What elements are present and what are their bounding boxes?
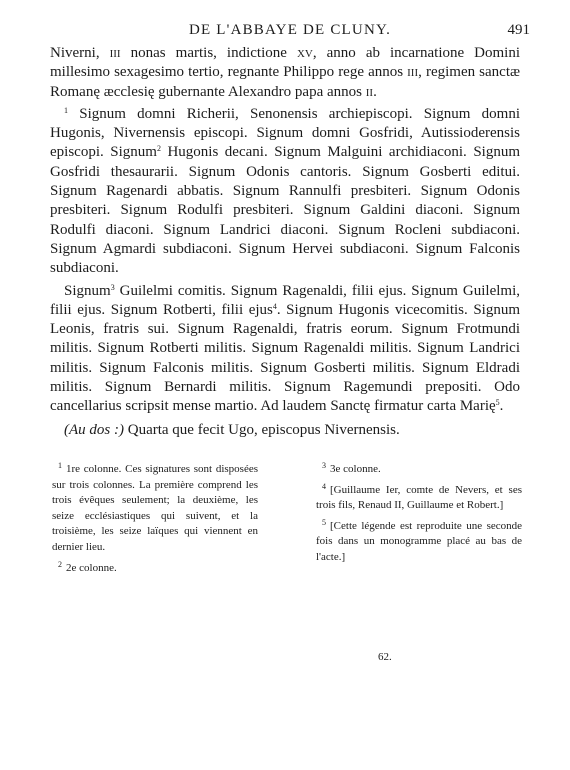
paragraph-text: . — [499, 398, 504, 415]
footnote-ref: 3 — [110, 282, 115, 292]
main-text — [50, 44, 520, 440]
paragraph-text: . Signum Hugonis vicecomitis. Signum Leonis, fratris sui. Signum Ragenaldi, fratris eorum. Signum Frotmundi militis. Signum Rotberti militis. Signum Ragenaldi militis. Signum Landrici militis. Signum Falconis militis. Signum Gosberti militis. Signum Eldradi militis. Signum Bernardi militis. Signum Ragemundi prepositi. Odo cancellarius scripsit mense martio. Ad laudem Sanctę firmatur carta Marię — [50, 301, 520, 415]
page-number: 491 — [507, 22, 530, 38]
footnote-number: 5 — [322, 517, 326, 527]
opening-paragraph — [50, 44, 520, 102]
dorsal-note — [50, 421, 520, 440]
footnote-number: 1 — [58, 461, 62, 470]
opening-text: nonas martis, indictione — [130, 45, 287, 61]
footnote-ref: 1 — [64, 105, 68, 115]
footnotes-right-column — [316, 458, 522, 567]
roman-numeral: xv — [296, 45, 313, 61]
footnote-ref: 2 — [156, 144, 161, 154]
running-title: DE L'ABBAYE DE CLUNY. — [188, 22, 392, 38]
footnote-text: 3e colonne. — [330, 463, 381, 475]
paragraph-text: Signum — [64, 282, 111, 299]
paragraph-text: Guilelmi comitis. Signum Ragenaldi, filii ejus. Signum Guilelmi, filii ejus. Signum Rotberti, filii ejus — [50, 282, 520, 318]
signatures-paragraph-2 — [50, 282, 520, 417]
footnote-ref: 4 — [272, 301, 277, 311]
printer-signature-mark: 62. — [378, 651, 392, 663]
paragraph-text: Hugonis decani. Signum Malguini archidiaconi. Signum Gosfridi thesaurarii. Signum Odonis cantoris. Signum Gosberti editui. Signum Ragenardi abbatis. Signum Rannulfi presbiteri. Signum Odonis presbiteri. Signum Rodulfi presbiteri. Signum Galdini diaconi. Signum Rodulfi diaconi. Signum Landrici diaconi. Signum Rocleni subdiaconi. Signum Agmardi subdiaconi. Signum Hervei subdiaconi. Signum Falconis subdiaconi. — [50, 144, 520, 277]
paragraph-text: Signum domni Richerii, Senonensis archiepiscopi. Signum domni Hugonis, Nivernensis episcopi. Signum domni Gosfridi, Autissioderensis episcopi. Signum — [50, 105, 521, 161]
footnote-number: 2 — [58, 559, 62, 569]
footnote-text: 2e colonne. — [66, 561, 117, 574]
signatures-paragraph-1 — [50, 105, 520, 279]
opening-text: . — [373, 83, 377, 100]
footnote-1 — [52, 458, 258, 556]
footnote-2 — [52, 557, 258, 577]
footnote-text: 1re colonne. Ces signatures sont disposées sur trois colonnes. La première comprend les trois évêques seulement; la deuxième, les seize ecclésiastiques qui suivent, et la troisième, les seize laïques qui viennent en dernier lieu. — [52, 463, 258, 553]
roman-numeral: ii — [365, 83, 374, 100]
opening-text: Niverni, — [50, 45, 100, 61]
running-head — [50, 22, 530, 42]
footnote-text: [Guillaume Ier, comte de Nevers, et ses trois fils, Renaud II, Guillaume et Robert.] — [316, 483, 522, 512]
footnotes-left-column — [52, 458, 258, 577]
roman-numeral: iii — [109, 45, 121, 61]
footnote-number: 4 — [322, 481, 326, 491]
footnote-ref: 5 — [495, 398, 500, 408]
dorsal-label: (Au dos :) — [64, 421, 124, 438]
footnote-5 — [316, 515, 522, 566]
roman-numeral: iii — [407, 64, 419, 81]
footnote-4 — [316, 479, 522, 514]
footnote-3 — [316, 458, 522, 478]
opening-text: , anno ab incarnatione Domini millesimo sexagesimo tertio, regnante Philippo rege annos — [50, 45, 521, 81]
dorsal-text: Quarta que fecit Ugo, episcopus Nivernensis. — [127, 421, 400, 438]
opening-text: , regimen sanctæ Romanę æcclesię gubernante Alexandro papa annos — [50, 64, 520, 100]
footnote-text: [Cette légende est reproduite une seconde fois dans un monogramme placé au bas de l'acte.] — [316, 519, 522, 563]
footnote-number: 3 — [322, 461, 326, 470]
